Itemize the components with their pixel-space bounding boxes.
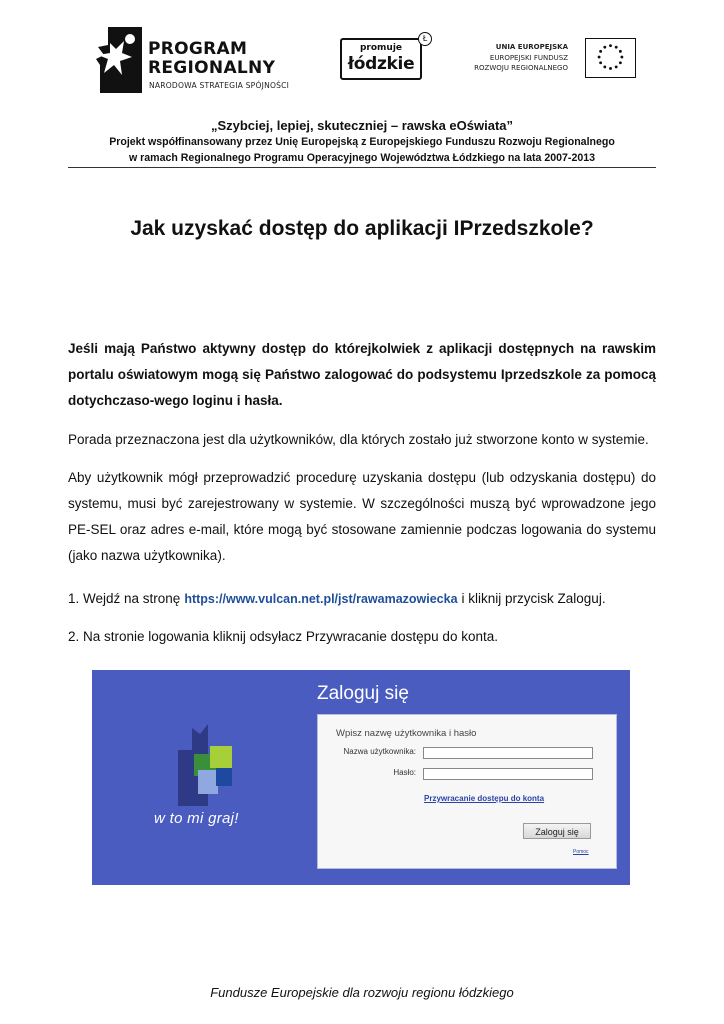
lodzkie-main-text: łódzkie (347, 54, 415, 74)
project-title: „Szybciej, lepiej, skuteczniej – rawska eOświata” (210, 118, 514, 133)
page-title: Jak uzyskać dostęp do aplikacji IPrzedszkole? (130, 217, 594, 240)
program-title: PROGRAM REGIONALNY (148, 39, 276, 78)
step-1-text: 1. Wejdź na stronę (68, 591, 181, 606)
login-heading: Wpisz nazwę użytkownika i hasło (336, 728, 477, 739)
step-2: 2. Na stronie logowania kliknij odsyłacz Przywracanie dostępu do konta. (68, 629, 498, 644)
intro-paragraph: Jeśli mają Państwo aktywny dostęp do którejkolwiek z aplikacji dostępnych na rawskim portalu oświatowym mogą się Państwo zalogować do podsystemu Iprzedszkole za pomocą dotychczaso-wego loginu i hasła. (68, 341, 656, 408)
header-divider (68, 167, 656, 168)
program-regionalny-emblem-icon (96, 25, 146, 95)
slogan: w to mi graj! (154, 810, 239, 827)
requirements-paragraph: Aby użytkownik mógł przeprowadzić procedurę uzyskania dostępu (lub odzyskania dostępu) do systemu, musi być zarejestrowany w systemie. W szczególności muszą być wprowadzone jego PE-SEL oraz adres e-mail, które mogą być stosowane zamiennie podczas logowania do systemu (jako nazwa użytkownika). (68, 470, 656, 563)
program-regionalny-logo (96, 25, 316, 95)
footer-text: Fundusze Europejskie dla rozwoju regionu łódzkiego (210, 985, 514, 1000)
password-label: Hasło: (393, 768, 416, 777)
login-button[interactable]: Zaloguj się (523, 823, 591, 839)
project-program-line: w ramach Regionalnego Programu Operacyjnego Województwa Łódzkiego na lata 2007-2013 (128, 152, 596, 164)
program-subtitle: NARODOWA STRATEGIA SPÓJNOŚCI (149, 81, 290, 90)
login-title: Zaloguj się (317, 683, 409, 704)
step-1-text-end: i kliknij przycisk Zaloguj. (461, 591, 606, 606)
username-label: Nazwa użytkownika: (343, 747, 416, 756)
puzzle-building-logo-icon (174, 720, 236, 806)
advice-paragraph: Porada przeznaczona jest dla użytkowników, dla których zostało już stworzone konto w systemie. (68, 432, 649, 447)
lodzkie-top-text: promuje (359, 43, 403, 53)
promuje-lodzkie-logo (340, 32, 426, 82)
step-1 (68, 586, 656, 612)
help-link[interactable]: Pomoc (573, 849, 589, 855)
lodzkie-mark-icon: Ł (418, 32, 432, 46)
vulcan-link[interactable]: https://www.vulcan.net.pl/jst/rawamazowiecka (184, 592, 458, 606)
login-screenshot (92, 670, 630, 885)
login-form (317, 714, 617, 869)
project-cofinancing-line: Projekt współfinansowany przez Unię Europejską z Europejskiego Funduszu Rozwoju Regionalnego (109, 136, 615, 148)
username-input[interactable] (423, 747, 593, 759)
recover-access-link[interactable]: Przywracanie dostępu do konta (424, 794, 545, 803)
password-input[interactable] (423, 768, 593, 780)
eu-logo (458, 38, 648, 88)
eu-text: UNIA EUROPEJSKA EUROPEJSKI FUNDUSZ ROZWOJU REGIONALNEGO (474, 43, 568, 72)
eu-flag-icon (585, 38, 636, 78)
